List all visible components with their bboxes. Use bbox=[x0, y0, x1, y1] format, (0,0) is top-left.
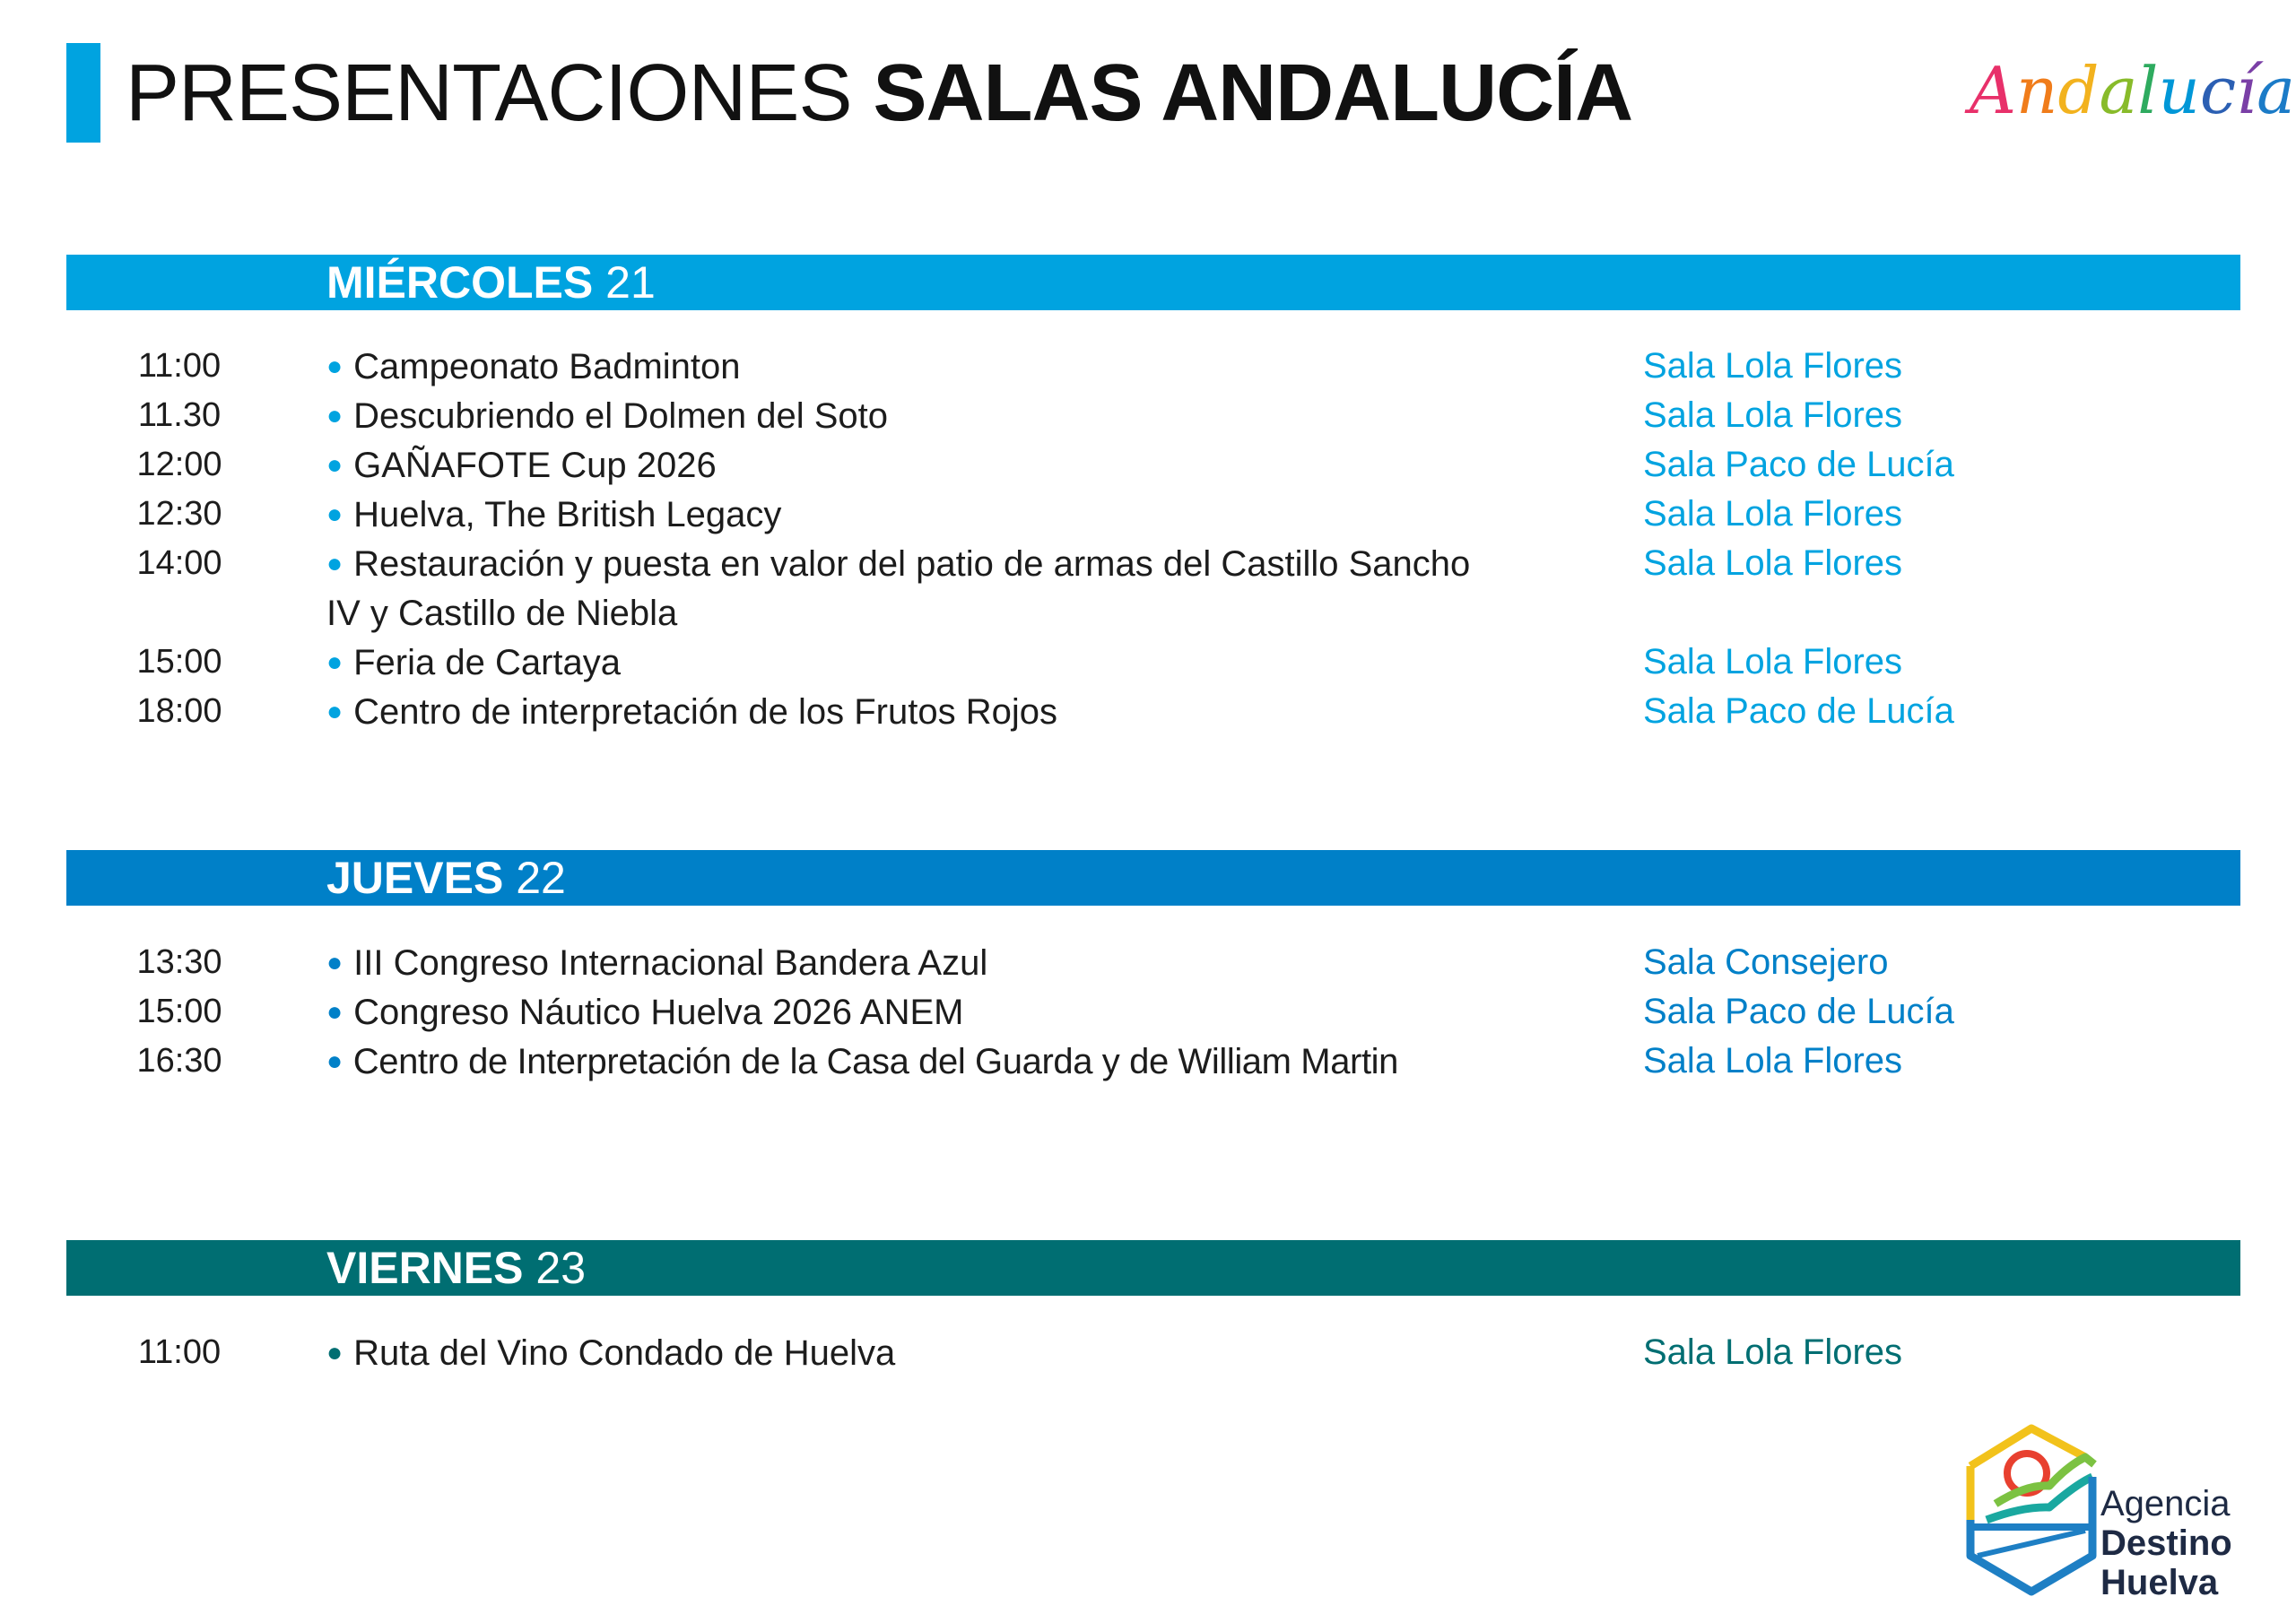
event-room: Sala Paco de Lucía bbox=[1643, 691, 1954, 731]
day-label bbox=[326, 850, 566, 906]
day-number: 21 bbox=[593, 257, 656, 308]
day-number: 22 bbox=[503, 853, 566, 903]
agencia-logo-text bbox=[2100, 1484, 2232, 1602]
event-title bbox=[326, 490, 1600, 540]
bullet-icon: ● bbox=[326, 499, 344, 529]
event-room: Sala Lola Flores bbox=[1643, 395, 1903, 435]
list-item bbox=[0, 638, 2296, 687]
event-title-text: Restauración y puesta en valor del patio de armas del Castillo Sancho IV y Castillo de Niebla bbox=[326, 544, 1471, 633]
event-title bbox=[326, 1037, 1627, 1087]
event-title-text: III Congreso Internacional Bandera Azul bbox=[353, 943, 988, 983]
day-number: 23 bbox=[523, 1243, 587, 1293]
event-title bbox=[326, 1328, 1600, 1378]
event-time: 15:00 bbox=[136, 643, 222, 681]
logo-letter-a: A bbox=[1970, 53, 2016, 128]
event-title bbox=[326, 342, 1600, 392]
logo-letter-i: í bbox=[2236, 53, 2257, 128]
event-title bbox=[326, 938, 1600, 988]
event-time: 13:30 bbox=[136, 943, 222, 981]
day-name: MIÉRCOLES bbox=[326, 257, 594, 308]
event-title-text: Centro de Interpretación de la Casa del Guarda y de William Martin bbox=[352, 1042, 1399, 1081]
andalucia-logo bbox=[1964, 47, 2296, 136]
event-title-text: Feria de Cartaya bbox=[353, 643, 622, 682]
event-room: Sala Paco de Lucía bbox=[1643, 445, 1954, 484]
day-band-friday bbox=[66, 1240, 2240, 1296]
event-title-text: Ruta del Vino Condado de Huelva bbox=[353, 1333, 896, 1373]
bullet-icon: ● bbox=[326, 997, 344, 1027]
event-title bbox=[326, 638, 1600, 688]
event-title-text: Descubriendo el Dolmen del Soto bbox=[353, 396, 889, 436]
event-room: Sala Lola Flores bbox=[1643, 543, 1903, 583]
event-time: 14:00 bbox=[136, 544, 222, 582]
bullet-icon: ● bbox=[326, 697, 344, 726]
list-item bbox=[0, 687, 2296, 736]
event-title bbox=[326, 391, 1600, 441]
event-time: 12:00 bbox=[136, 446, 222, 483]
event-room: Sala Lola Flores bbox=[1643, 346, 1903, 386]
event-room: Sala Lola Flores bbox=[1643, 642, 1903, 681]
day-label bbox=[326, 255, 656, 310]
list-item bbox=[0, 490, 2296, 539]
event-room: Sala Lola Flores bbox=[1643, 494, 1903, 534]
page-title bbox=[126, 39, 1632, 147]
bullet-icon: ● bbox=[326, 352, 344, 381]
page-title-bold: SALAS ANDALUCÍA bbox=[873, 48, 1633, 138]
bullet-icon: ● bbox=[326, 1046, 343, 1076]
day-band-wednesday bbox=[66, 255, 2240, 310]
bullet-icon: ● bbox=[326, 948, 344, 977]
list-item bbox=[0, 938, 2296, 987]
day-label bbox=[326, 1240, 586, 1296]
list-item bbox=[0, 342, 2296, 391]
list-item bbox=[0, 391, 2296, 440]
logo-letter-a2: a bbox=[2099, 53, 2138, 128]
event-title bbox=[326, 440, 1600, 490]
bullet-icon: ● bbox=[326, 549, 344, 578]
list-item bbox=[0, 987, 2296, 1037]
logo-letter-n: n bbox=[2016, 53, 2058, 128]
event-time: 11.30 bbox=[137, 396, 222, 434]
event-room: Sala Paco de Lucía bbox=[1643, 992, 1954, 1031]
list-item bbox=[0, 440, 2296, 490]
event-time: 15:00 bbox=[136, 993, 222, 1030]
bullet-icon: ● bbox=[326, 450, 344, 480]
logo-letter-c: c bbox=[2199, 53, 2237, 128]
agencia-line3: Huelva bbox=[2100, 1563, 2219, 1602]
event-title-text: GAÑAFOTE Cup 2026 bbox=[353, 446, 717, 485]
event-time: 16:30 bbox=[136, 1042, 222, 1080]
logo-sail-line bbox=[1978, 1531, 2085, 1556]
event-title bbox=[326, 539, 1492, 638]
event-room: Sala Lola Flores bbox=[1643, 1041, 1903, 1081]
andalucia-logo-text bbox=[1964, 53, 2295, 128]
agencia-line2: Destino bbox=[2100, 1523, 2232, 1563]
event-time: 11:00 bbox=[137, 347, 222, 385]
logo-letter-u: u bbox=[2158, 53, 2200, 128]
event-time: 18:00 bbox=[136, 692, 222, 730]
event-title-text: Centro de interpretación de los Frutos Rojos bbox=[353, 692, 1057, 732]
logo-letter-a3: a bbox=[2257, 53, 2296, 128]
list-item bbox=[0, 539, 2296, 638]
day-name: JUEVES bbox=[326, 853, 504, 903]
page-title-light: PRESENTACIONES bbox=[126, 48, 874, 138]
event-time: 11:00 bbox=[137, 1333, 222, 1371]
logo-roof-yellow bbox=[1970, 1428, 2085, 1466]
logo-letter-l: l bbox=[2137, 53, 2159, 128]
event-time: 12:30 bbox=[136, 495, 222, 533]
title-accent-bar bbox=[66, 43, 100, 143]
bullet-icon: ● bbox=[326, 647, 344, 677]
event-title-text: Congreso Náutico Huelva 2026 ANEM bbox=[353, 993, 964, 1032]
event-title bbox=[326, 987, 1600, 1037]
list-item bbox=[0, 1037, 2296, 1086]
day-band-thursday bbox=[66, 850, 2240, 906]
event-title-text: Huelva, The British Legacy bbox=[353, 495, 782, 534]
agencia-line1: Agencia bbox=[2100, 1484, 2231, 1523]
bullet-icon: ● bbox=[326, 401, 344, 430]
day-name: VIERNES bbox=[326, 1243, 524, 1293]
event-room: Sala Lola Flores bbox=[1643, 1332, 1903, 1372]
event-title bbox=[326, 687, 1600, 737]
list-item bbox=[0, 1328, 2296, 1377]
event-title-text: Campeonato Badminton bbox=[353, 347, 741, 386]
event-room: Sala Consejero bbox=[1643, 942, 1889, 982]
bullet-icon: ● bbox=[326, 1338, 344, 1367]
logo-letter-d: d bbox=[2057, 53, 2100, 128]
